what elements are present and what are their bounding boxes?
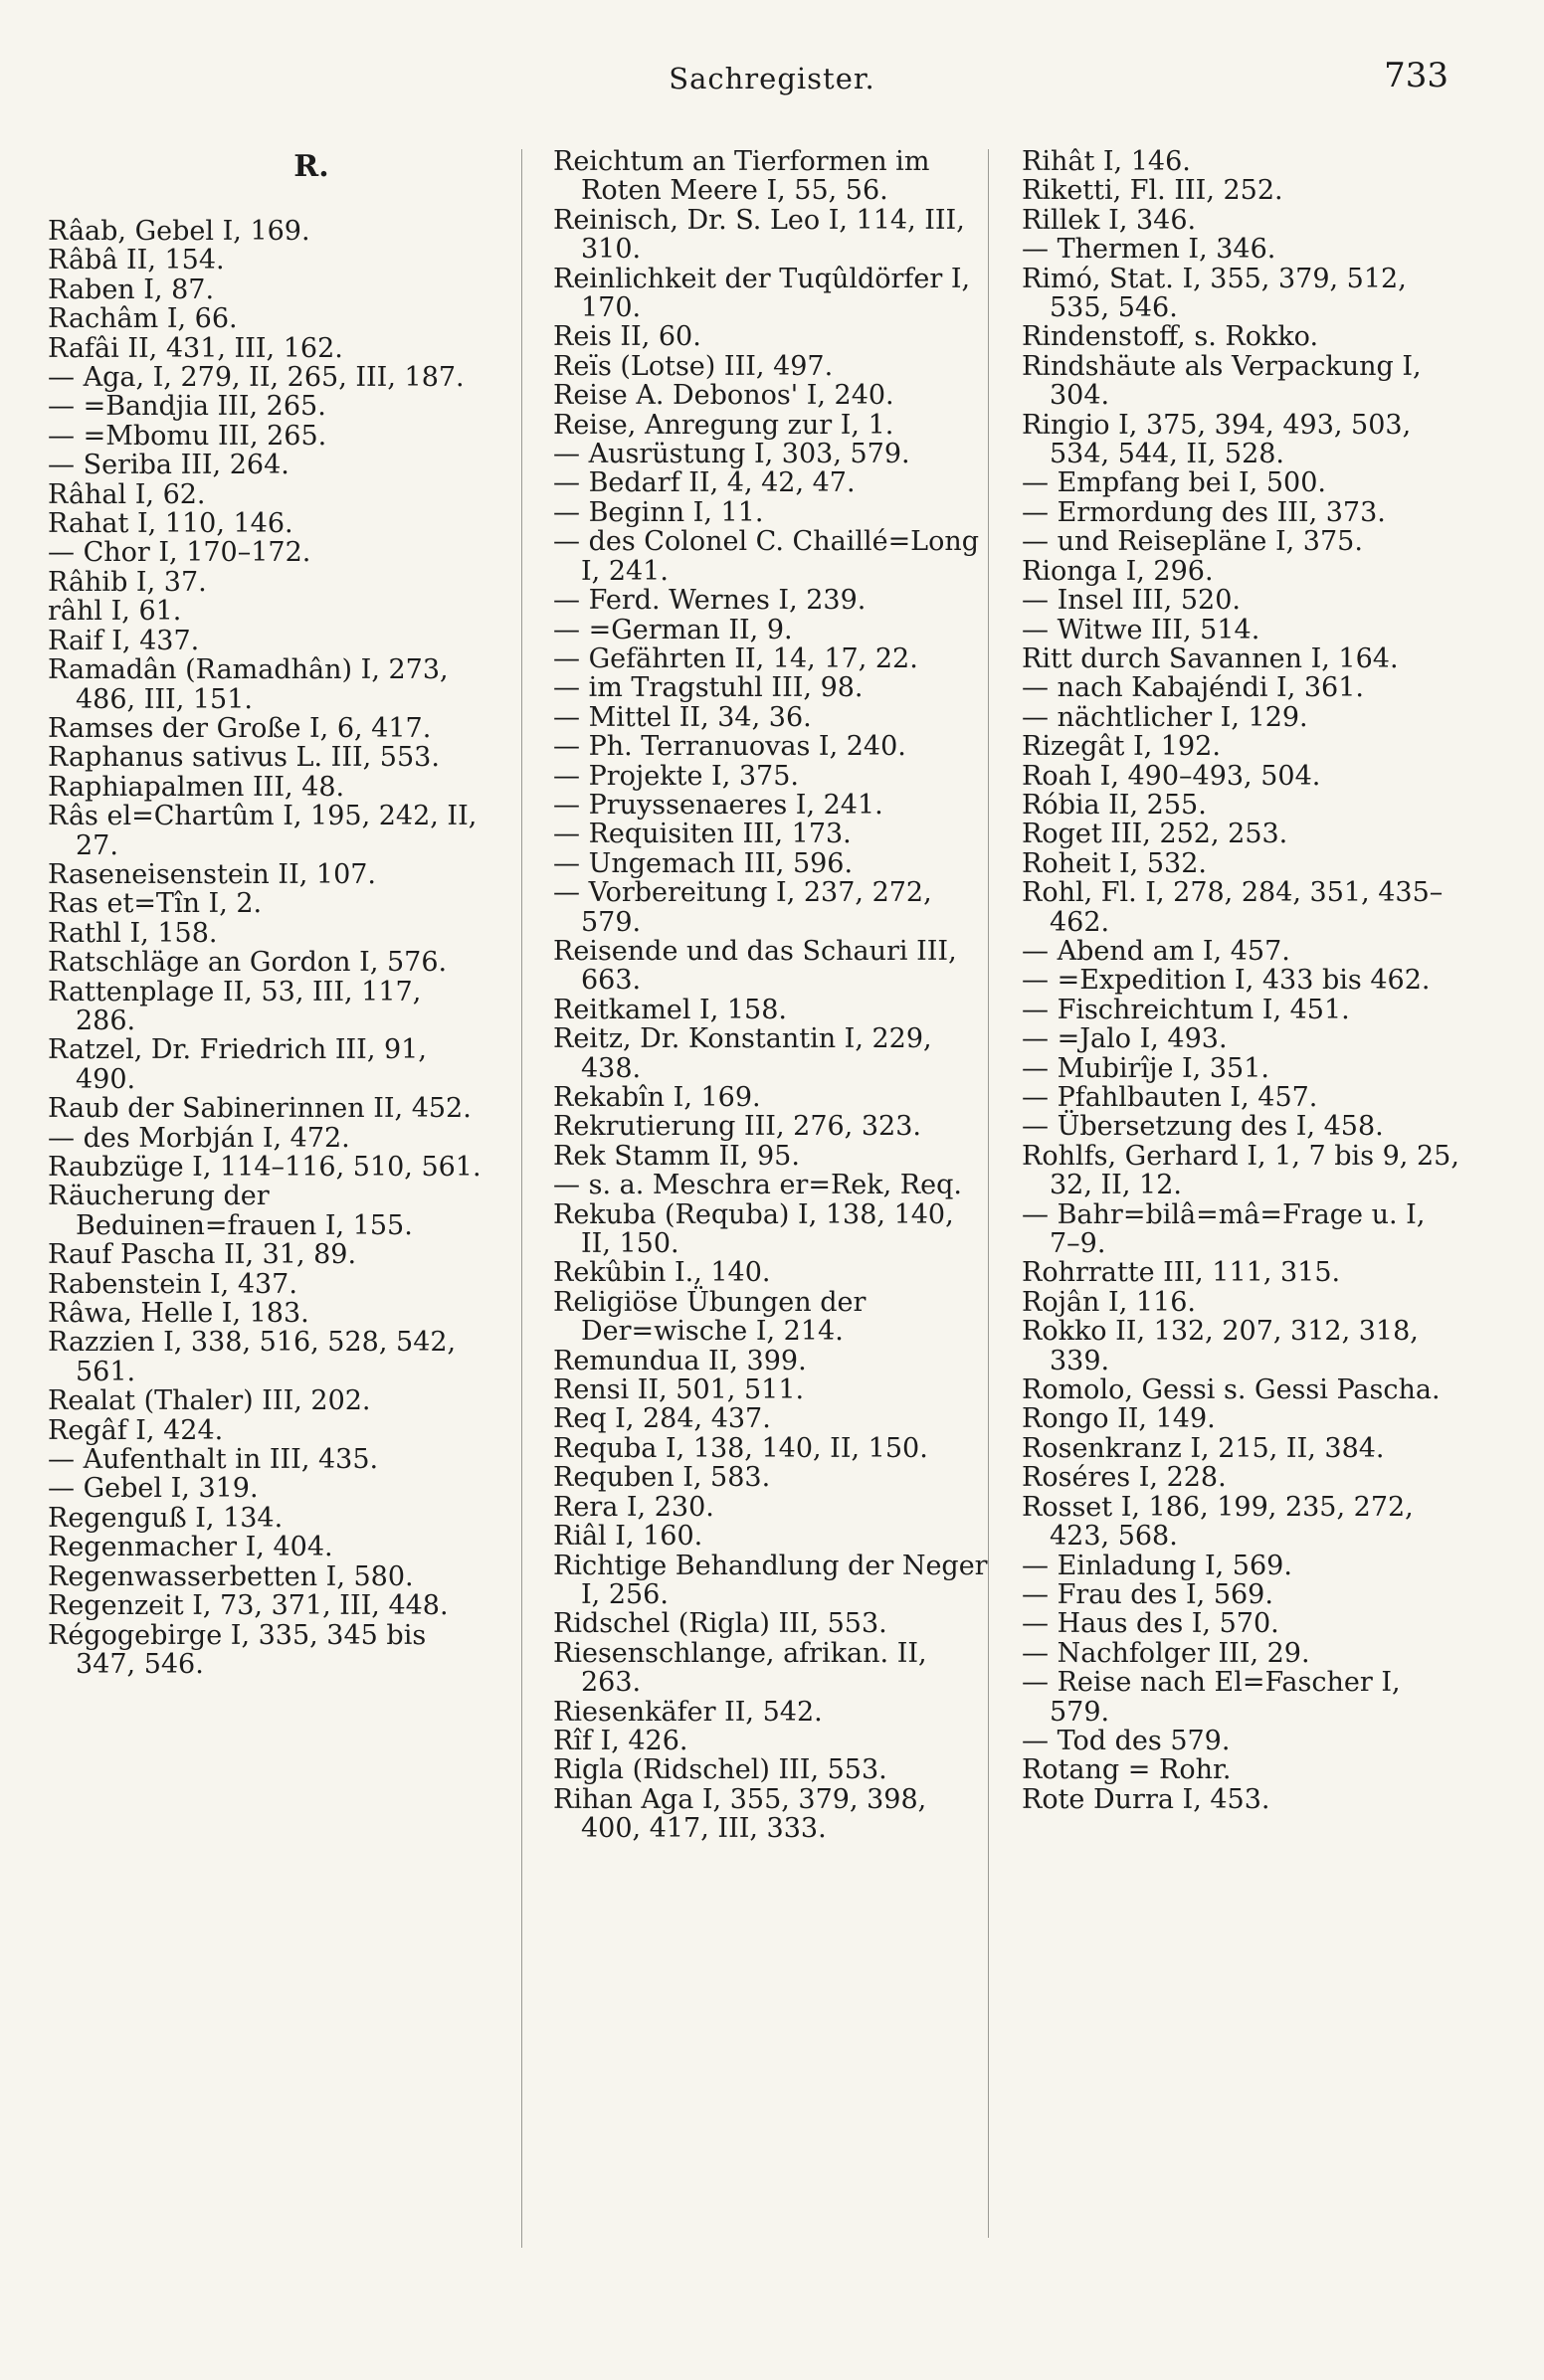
index-entry: — =Bandjia III, 265.: [48, 391, 326, 423]
index-entry: — Frau des I, 569.: [1022, 1578, 1273, 1610]
index-entry: Richtige Behandlung der Neger I, 256.: [553, 1550, 988, 1610]
index-entry: — Empfang bei I, 500.: [1022, 467, 1326, 499]
index-entry: Râbâ II, 154.: [48, 245, 225, 276]
index-entry: Raif I, 437.: [48, 625, 200, 656]
index-entry: Rohl, Fl. I, 278, 284, 351, 435–462.: [1022, 877, 1444, 938]
index-entry: Rîf I, 426.: [553, 1725, 688, 1756]
index-entry: Rote Durra I, 453.: [1022, 1783, 1270, 1815]
index-entry: Rabenstein I, 437.: [48, 1268, 297, 1300]
index-entry: — Bahr=bilâ=mâ=Frage u. I, 7–9.: [1022, 1198, 1426, 1260]
index-entry: — Tod des 579.: [1022, 1725, 1231, 1756]
index-entry: Rauf Pascha II, 31, 89.: [48, 1239, 357, 1271]
index-entry: — Requisiten III, 173.: [553, 819, 852, 850]
index-entry: — Abend am I, 457.: [1022, 935, 1290, 967]
index-entry: Req I, 284, 437.: [553, 1403, 771, 1435]
index-entry: — Chor I, 170–172.: [48, 537, 311, 569]
index-entry: — Mittel II, 34, 36.: [553, 701, 812, 733]
index-entry: — Mubirîje I, 351.: [1022, 1052, 1269, 1084]
index-entry: Reinisch, Dr. S. Leo I, 114, III, 310.: [553, 204, 965, 266]
index-entry: Reinlichkeit der Tuqûldörfer I, 170.: [553, 263, 971, 324]
index-entry: Rokko II, 132, 207, 312, 318, 339.: [1022, 1316, 1419, 1376]
index-entry: Rindshäute als Verpackung I, 304.: [1022, 350, 1422, 412]
index-entry: — =Mbomu III, 265.: [48, 420, 327, 452]
index-entry: Rimó, Stat. I, 355, 379, 512, 535, 546.: [1022, 263, 1407, 324]
index-entry: Roget III, 252, 253.: [1022, 819, 1288, 850]
index-entry: Ratzel, Dr. Friedrich III, 91, 490.: [48, 1034, 427, 1095]
index-entry: — Aga, I, 279, II, 265, III, 187.: [48, 362, 465, 394]
index-entry: Regenwasserbetten I, 580.: [48, 1560, 414, 1592]
index-entry: Rathl I, 158.: [48, 917, 218, 949]
index-entry: Riâl I, 160.: [553, 1521, 703, 1553]
index-entry: Rotang = Rohr.: [1022, 1754, 1232, 1786]
index-entry: Rihât I, 146.: [1022, 146, 1191, 177]
index-entry: — Übersetzung des I, 458.: [1022, 1111, 1384, 1143]
index-column-3: [1022, 147, 1459, 1814]
index-entry: — Gefährten II, 14, 17, 22.: [553, 642, 918, 674]
index-entry: Ringio I, 375, 394, 493, 503, 534, 544, II, 528.: [1022, 409, 1412, 470]
index-column-2: [553, 147, 991, 1844]
index-entry: Régogebirge I, 335, 345 bis 347, 546.: [48, 1619, 427, 1680]
index-entry: Rensi II, 501, 511.: [553, 1374, 805, 1406]
index-entry: Rekabîn I, 169.: [553, 1082, 761, 1113]
index-column-1: [48, 147, 485, 1679]
index-entry: — Aufenthalt in III, 435.: [48, 1444, 379, 1476]
index-entry: Ras et=Tîn I, 2.: [48, 888, 263, 920]
index-entry: Requben I, 583.: [553, 1462, 771, 1494]
index-entry: — =Expedition I, 433 bis 462.: [1022, 965, 1431, 997]
index-entry: Rizegât I, 192.: [1022, 731, 1221, 763]
index-entry: — Seriba III, 264.: [48, 450, 290, 481]
index-entry: Reïs (Lotse) III, 497.: [553, 350, 834, 382]
index-entry: Riesenschlange, afrikan. II, 263.: [553, 1637, 927, 1699]
index-entry: Rigla (Ridschel) III, 553.: [553, 1754, 887, 1786]
index-entry: — Ferd. Wernes I, 239.: [553, 585, 867, 617]
index-entry: — nach Kabajéndi I, 361.: [1022, 672, 1364, 704]
index-entry: Râwa, Helle I, 183.: [48, 1298, 309, 1330]
index-entry: Reisende und das Schauri III, 663.: [553, 935, 957, 997]
index-entry: Râhal I, 62.: [48, 478, 206, 510]
index-entry: Rionga I, 296.: [1022, 555, 1214, 587]
index-entry: Rachâm I, 66.: [48, 303, 238, 335]
index-entry: Requba I, 138, 140, II, 150.: [553, 1432, 928, 1464]
index-entry: — des Morbján I, 472.: [48, 1122, 350, 1154]
index-entry: Rekuba (Requba) I, 138, 140, II, 150.: [553, 1198, 954, 1260]
index-entry: Roheit I, 532.: [1022, 847, 1207, 879]
index-entry: Rojân I, 116.: [1022, 1286, 1196, 1318]
index-entry: râhl I, 61.: [48, 596, 182, 628]
index-entry: — Projekte I, 375.: [553, 760, 799, 792]
index-entry: Realat (Thaler) III, 202.: [48, 1385, 371, 1417]
index-entry: Râs el=Chartûm I, 195, 242, II, 27.: [48, 801, 478, 861]
index-entry: — Vorbereitung I, 237, 272, 579.: [553, 877, 932, 938]
index-entry: — Insel III, 520.: [1022, 585, 1241, 617]
index-entry: — im Tragstuhl III, 98.: [553, 672, 864, 704]
index-entry: Raphanus sativus L. III, 553.: [48, 742, 440, 774]
index-entry: Ridschel (Rigla) III, 553.: [553, 1608, 887, 1640]
column-divider: [521, 149, 522, 2248]
index-entry: — und Reisepläne I, 375.: [1022, 526, 1363, 558]
index-entry: Reitz, Dr. Konstantin I, 229, 438.: [553, 1023, 932, 1084]
index-entry: — Gebel I, 319.: [48, 1473, 259, 1505]
index-entry: — Thermen I, 346.: [1022, 234, 1276, 266]
index-entry: — Reise nach El=Fascher I, 579.: [1022, 1667, 1401, 1728]
index-entry: Romolo, Gessi s. Gessi Pascha.: [1022, 1374, 1441, 1406]
index-entry: Raphiapalmen III, 48.: [48, 771, 345, 803]
index-entry: Râhib I, 37.: [48, 566, 207, 598]
index-entry: Reitkamel I, 158.: [553, 994, 787, 1025]
index-entry: — Ungemach III, 596.: [553, 847, 854, 879]
index-entry: Raben I, 87.: [48, 274, 215, 305]
index-entry: Rahat I, 110, 146.: [48, 508, 293, 540]
index-entry: — Pfahlbauten I, 457.: [1022, 1082, 1318, 1113]
index-entry: Rekrutierung III, 276, 323.: [553, 1111, 921, 1143]
index-entry: — nächtlicher I, 129.: [1022, 701, 1308, 733]
index-entry: Ramses der Große I, 6, 417.: [48, 712, 432, 744]
index-entry: Rohrratte III, 111, 315.: [1022, 1257, 1341, 1289]
section-letter: R.: [293, 149, 329, 184]
index-entry: — Pruyssenaeres I, 241.: [553, 789, 883, 821]
index-entry: Remundua II, 399.: [553, 1345, 807, 1376]
index-entry: Roséres I, 228.: [1022, 1462, 1227, 1494]
index-entry: — Fischreichtum I, 451.: [1022, 994, 1350, 1025]
index-entry: Rekûbin I., 140.: [553, 1257, 771, 1289]
index-entry: Reichtum an Tierformen im Roten Meere I, 55, 56.: [553, 146, 930, 207]
index-entry: Raseneisenstein II, 107.: [48, 858, 377, 890]
index-entry: Ritt durch Savannen I, 164.: [1022, 642, 1399, 674]
index-entry: Reis II, 60.: [553, 321, 701, 353]
index-entry: Religiöse Übungen der Der=wische I, 214.: [553, 1286, 867, 1348]
index-entry: Ramadân (Ramadhân) I, 273, 486, III, 151.: [48, 654, 449, 715]
page-number: 733: [1384, 56, 1448, 95]
index-entry: — =German II, 9.: [553, 614, 793, 645]
index-entry: Rek Stamm II, 95.: [553, 1140, 800, 1172]
index-entry: Rihan Aga I, 355, 379, 398, 400, 417, III, 333.: [553, 1783, 927, 1845]
index-entry: — s. a. Meschra er=Rek, Req.: [553, 1170, 962, 1201]
running-head: Sachregister.: [669, 62, 875, 95]
index-entry: Rosset I, 186, 199, 235, 272, 423, 568.: [1022, 1491, 1414, 1553]
index-entry: Rera I, 230.: [553, 1491, 714, 1523]
index-entry: Ratschläge an Gordon I, 576.: [48, 947, 448, 979]
index-entry: Raubzüge I, 114–116, 510, 561.: [48, 1152, 482, 1183]
index-entry: — Bedarf II, 4, 42, 47.: [553, 467, 856, 499]
index-entry: Roah I, 490–493, 504.: [1022, 760, 1321, 792]
index-entry: Riesenkäfer II, 542.: [553, 1696, 823, 1728]
index-entry: Razzien I, 338, 516, 528, 542, 561.: [48, 1327, 457, 1387]
index-entry: — Nachfolger III, 29.: [1022, 1637, 1310, 1669]
index-entry: Rafâi II, 431, III, 162.: [48, 332, 343, 364]
index-entry: Regenmacher I, 404.: [48, 1532, 333, 1563]
index-entry: Róbia II, 255.: [1022, 789, 1207, 821]
index-entry: Rosenkranz I, 215, II, 384.: [1022, 1432, 1385, 1464]
index-entry: — des Colonel C. Chaillé=Long I, 241.: [553, 526, 980, 587]
index-entry: — Einladung I, 569.: [1022, 1550, 1292, 1581]
index-entry: — Ph. Terranuovas I, 240.: [553, 731, 906, 763]
index-entry: — Haus des I, 570.: [1022, 1608, 1279, 1640]
index-entry: — Beginn I, 11.: [553, 496, 764, 528]
index-entry: — Witwe III, 514.: [1022, 614, 1260, 645]
index-entry: Rillek I, 346.: [1022, 204, 1197, 236]
index-entry: Räucherung der Beduinen=frauen I, 155.: [48, 1181, 413, 1241]
index-entry: Rohlfs, Gerhard I, 1, 7 bis 9, 25, 32, II, 12.: [1022, 1140, 1459, 1201]
index-entry: Riketti, Fl. III, 252.: [1022, 175, 1283, 207]
index-entry: — Ermordung des III, 373.: [1022, 496, 1386, 528]
index-entry: Rongo II, 149.: [1022, 1403, 1216, 1435]
index-entry: Raub der Sabinerinnen II, 452.: [48, 1093, 472, 1125]
index-entry: — Ausrüstung I, 303, 579.: [553, 439, 910, 470]
index-entry: Râab, Gebel I, 169.: [48, 216, 310, 247]
index-entry: Regenzeit I, 73, 371, III, 448.: [48, 1590, 449, 1622]
index-entry: Rindenstoff, s. Rokko.: [1022, 321, 1319, 353]
index-entry: — =Jalo I, 493.: [1022, 1023, 1228, 1055]
page-header: [0, 56, 1544, 105]
index-entry: Regenguß I, 134.: [48, 1502, 284, 1534]
index-entry: Reise, Anregung zur I, 1.: [553, 409, 894, 441]
index-entry: Reise A. Debonos' I, 240.: [553, 380, 894, 412]
index-entry: Rattenplage II, 53, III, 117, 286.: [48, 976, 422, 1036]
index-entry: Regâf I, 424.: [48, 1414, 224, 1446]
